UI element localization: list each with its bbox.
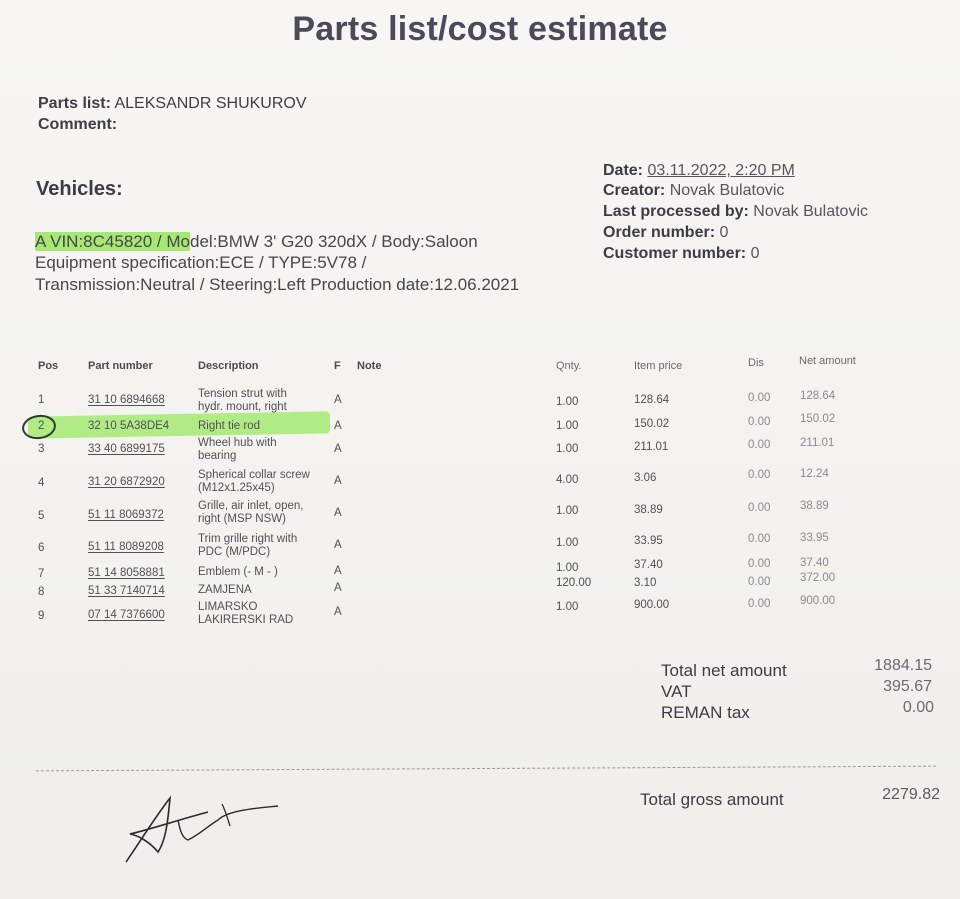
row-f: A <box>334 443 342 455</box>
row-f: A <box>334 394 342 406</box>
order-value: 0 <box>719 224 729 241</box>
row-description: Emblem (- M - ) <box>198 566 278 578</box>
comment-label: Comment: <box>38 116 118 133</box>
parts-list-label: Parts list: <box>38 95 111 112</box>
row-description-2: right (MSP NSW) <box>198 513 286 525</box>
row-description: Tension strut with <box>198 388 287 400</box>
row-pos: 2 <box>38 420 45 432</box>
row-description-2: hydr. mount, right <box>198 401 287 413</box>
row-description: Trim grille right with <box>198 533 298 545</box>
part-number-link[interactable]: 51 33 7140714 <box>88 585 165 597</box>
total-gross-label: Total gross amount <box>640 790 784 809</box>
col-dis: Dis <box>748 357 764 369</box>
row-item-price: 3.06 <box>634 472 657 484</box>
row-net: 372.00 <box>800 572 836 584</box>
row-dis: 0.00 <box>748 392 771 404</box>
reman-tax-value: 0.00 <box>902 699 934 716</box>
total-gross-value: 2279.82 <box>882 786 940 803</box>
row-pos: 4 <box>38 477 45 489</box>
part-number-link[interactable]: 51 14 8058881 <box>88 567 165 579</box>
row-net: 37.40 <box>800 557 829 569</box>
row-net: 900.00 <box>800 595 836 607</box>
col-note: Note <box>357 360 382 372</box>
vat-label: VAT <box>661 682 692 701</box>
order-number-field <box>603 224 728 242</box>
row-qnty: 1.00 <box>556 562 579 574</box>
row-qnty: 1.00 <box>556 443 579 455</box>
vin-highlight: A VIN:8C45820 / Mo <box>35 232 190 251</box>
row-qnty: 1.00 <box>556 396 579 408</box>
row-dis: 0.00 <box>748 502 771 514</box>
row-dis: 0.00 <box>748 598 771 610</box>
col-f: F <box>334 360 341 372</box>
row-net: 12.24 <box>800 468 829 480</box>
row-qnty: 1.00 <box>556 601 579 613</box>
row-f: A <box>334 420 342 432</box>
total-net-value: 1884.15 <box>874 657 932 674</box>
row-dis: 0.00 <box>748 469 771 481</box>
creator-label: Creator: <box>603 182 666 199</box>
signature-icon <box>118 790 288 870</box>
row-qnty: 1.00 <box>556 505 579 517</box>
row-f: A <box>334 565 342 577</box>
row-net: 38.89 <box>800 500 829 512</box>
part-number-link[interactable]: 33 40 6899175 <box>88 443 165 455</box>
creator-value: Novak Bulatovic <box>669 182 785 199</box>
row-item-price: 128.64 <box>634 394 670 406</box>
row-description: Right tie rod <box>198 420 261 432</box>
col-net-amount: Net amount <box>799 355 856 367</box>
last-processed-field <box>603 203 868 221</box>
reman-tax-label: REMAN tax <box>661 703 750 722</box>
row-description-2: bearing <box>198 450 237 462</box>
row-f: A <box>334 507 342 519</box>
total-net-label: Total net amount <box>661 661 787 680</box>
row-f: A <box>334 475 342 487</box>
row-qnty: 120.00 <box>556 577 592 589</box>
row-description: Grille, air inlet, open, <box>198 500 304 512</box>
row-dis: 0.00 <box>748 533 771 545</box>
row-dis: 0.00 <box>748 558 771 570</box>
date-value: 03.11.2022, 2:20 PM <box>647 162 795 179</box>
customer-value: 0 <box>750 245 760 262</box>
parts-list-value: ALEKSANDR SHUKUROV <box>114 95 307 112</box>
row-pos: 7 <box>38 568 45 580</box>
date-label: Date: <box>603 162 644 179</box>
col-qnty: Qnty. <box>556 360 582 372</box>
part-number-link[interactable]: 31 20 6872920 <box>88 476 165 488</box>
part-number-link[interactable]: 32 10 5A38DE4 <box>88 420 170 432</box>
part-number-link[interactable]: 51 11 8069372 <box>88 509 164 521</box>
row-item-price: 37.40 <box>634 559 663 571</box>
part-number-link[interactable]: 31 10 6894668 <box>88 394 165 406</box>
row-description-2: PDC (M/PDC) <box>198 546 271 558</box>
part-number-link[interactable]: 51 11 8089208 <box>88 541 164 553</box>
row-item-price: 33.95 <box>634 535 663 547</box>
row-qnty: 1.00 <box>556 420 579 432</box>
row-pos: 8 <box>38 586 45 598</box>
customer-label: Customer number: <box>603 245 747 262</box>
col-pos: Pos <box>38 360 59 372</box>
row-item-price: 211.01 <box>634 441 669 453</box>
row-item-price: 38.89 <box>634 504 663 516</box>
row-net: 150.02 <box>800 413 836 425</box>
row-description: Wheel hub with <box>198 437 277 449</box>
row-pos: 1 <box>38 394 45 406</box>
last-processed-label: Last processed by: <box>603 203 749 220</box>
row-item-price: 3.10 <box>634 577 657 589</box>
parts-list-line <box>38 95 307 113</box>
comment-line <box>38 116 117 134</box>
row-dis: 0.00 <box>748 416 771 428</box>
creator-field <box>603 182 784 200</box>
row-net: 33.95 <box>800 532 829 544</box>
vehicle-model: del:BMW 3' G20 320dX / Body:Saloon <box>189 232 478 251</box>
vehicle-line-1 <box>35 232 478 252</box>
row-pos: 3 <box>38 443 45 455</box>
row-2-highlight <box>28 411 330 438</box>
vehicle-line-3: Transmission:Neutral / Steering:Left Production date:12.06.2021 <box>35 275 520 294</box>
row-item-price: 150.02 <box>634 418 670 430</box>
row-qnty: 4.00 <box>556 474 579 486</box>
row-dis: 0.00 <box>748 439 771 451</box>
row-pos: 5 <box>38 510 45 522</box>
last-processed-value: Novak Bulatovic <box>753 203 868 220</box>
row-pos: 9 <box>38 610 45 622</box>
part-number-link[interactable]: 07 14 7376600 <box>88 609 165 621</box>
row-description: ZAMJENA <box>198 584 252 596</box>
signature-divider <box>36 766 936 772</box>
row-f: A <box>334 539 342 551</box>
vehicles-label: Vehicles: <box>36 178 123 200</box>
row-description-2: LAKIRERSKI RAD <box>198 614 294 626</box>
col-part-number: Part number <box>88 360 153 372</box>
order-label: Order number: <box>603 224 716 241</box>
col-description: Description <box>198 360 259 372</box>
row-f: A <box>334 606 342 618</box>
row-f: A <box>334 582 342 594</box>
row-pos: 6 <box>38 542 45 554</box>
page-title: Parts list/cost estimate <box>292 10 668 48</box>
vat-value: 395.67 <box>883 678 932 695</box>
col-item-price: Item price <box>634 360 683 372</box>
row-item-price: 900.00 <box>634 599 670 611</box>
date-field <box>603 162 795 180</box>
row-dis: 0.00 <box>748 576 771 588</box>
row-description: Spherical collar screw <box>198 469 310 481</box>
row-net: 211.01 <box>800 437 835 449</box>
row-net: 128.64 <box>800 390 836 402</box>
row-description: LIMARSKO <box>198 601 258 613</box>
row-description-2: (M12x1.25x45) <box>198 482 275 494</box>
customer-number-field <box>603 245 759 263</box>
vehicle-line-2: Equipment specification:ECE / TYPE:5V78 / <box>35 253 367 272</box>
row-qnty: 1.00 <box>556 537 579 549</box>
